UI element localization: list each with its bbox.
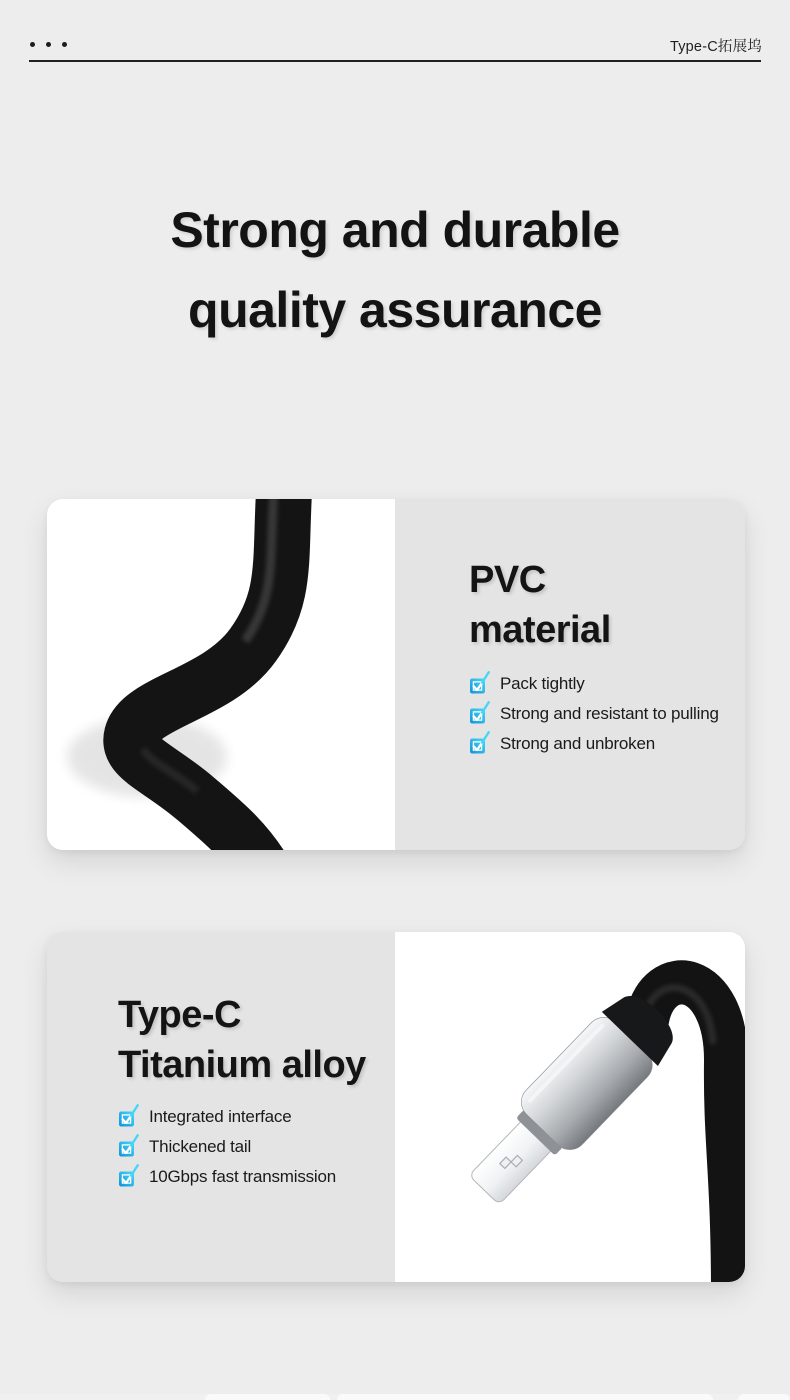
- checked-checkbox-icon: [469, 700, 490, 725]
- checked-checkbox-icon: [469, 670, 490, 695]
- card-text-panel: [395, 499, 745, 850]
- card-titanium-alloy: [47, 932, 745, 1282]
- card-heading-line2: Titanium alloy: [118, 1044, 366, 1086]
- checked-checkbox-icon: [118, 1133, 139, 1158]
- feature-label: Strong and unbroken: [500, 734, 655, 753]
- card-heading-line2: material: [469, 609, 611, 651]
- feature-label: Pack tightly: [500, 674, 585, 693]
- hero-title-line1: Strong and durable: [170, 202, 620, 258]
- header-label: Type-C拓展坞: [669, 39, 762, 55]
- feature-list: [469, 669, 745, 759]
- card-image-panel: [395, 932, 745, 1282]
- feature-item: [118, 1162, 395, 1192]
- feature-label: Thickened tail: [149, 1137, 252, 1156]
- checked-checkbox-icon: [118, 1163, 139, 1188]
- next-section-sliver: [0, 1394, 790, 1400]
- card-heading-line1: Type-C: [118, 994, 241, 1036]
- checked-checkbox-icon: [469, 730, 490, 755]
- feature-list: [118, 1102, 395, 1192]
- header-divider: [29, 60, 761, 62]
- card-text-panel: [47, 932, 395, 1282]
- three-dots-icon: [30, 42, 67, 47]
- feature-label: Strong and resistant to pulling: [500, 704, 719, 723]
- feature-item: [118, 1102, 395, 1132]
- feature-item: [469, 699, 745, 729]
- feature-item: [469, 729, 745, 759]
- checked-checkbox-icon: [118, 1103, 139, 1128]
- feature-item: [118, 1132, 395, 1162]
- feature-label: 10Gbps fast transmission: [149, 1167, 337, 1186]
- feature-item: [469, 669, 745, 699]
- feature-label: Integrated interface: [149, 1107, 292, 1126]
- hero-title: [0, 190, 790, 350]
- card-heading-line1: PVC: [469, 559, 546, 601]
- hero-title-line2: quality assurance: [188, 282, 602, 338]
- card-heading: [469, 555, 745, 655]
- type-c-connector-photo: [395, 932, 745, 1282]
- card-image-panel: [47, 499, 395, 850]
- pvc-cable-photo: [47, 499, 395, 850]
- card-pvc-material: [47, 499, 745, 850]
- card-heading: [118, 990, 395, 1090]
